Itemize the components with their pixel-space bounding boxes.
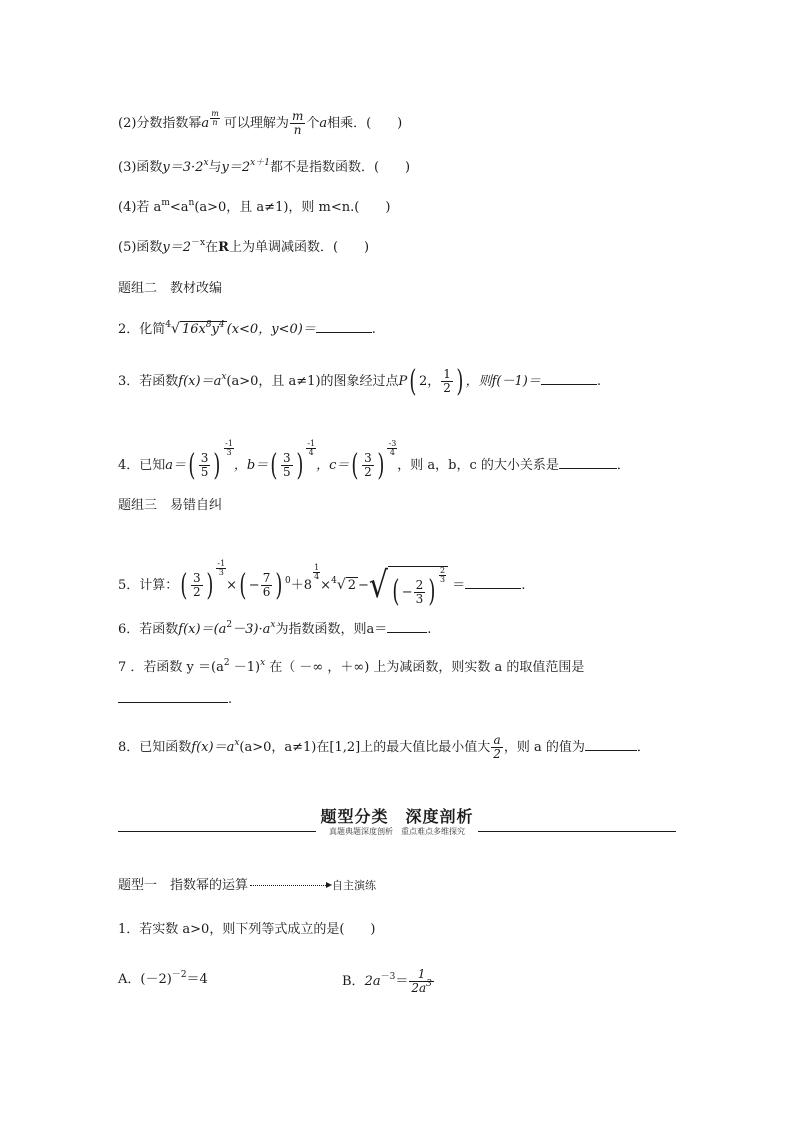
p7-part1: 7 ．若函数 y ＝(a [118, 660, 224, 675]
p6-sup2: 2 [226, 620, 233, 630]
q2-tail: 相乘．( ) [327, 116, 403, 131]
problem-5: 5．计算：( $\frac{3}{2}$ ) $\frac{-1}{3}$ ×( − $\frac{7}{6}$ ) $^0$＋8 $\frac{1}{4}$ ×$^4$√ 2 −√ ( − $\frac{2}{3}$ ) $\frac{2}{3}$ ＝ . [118, 559, 526, 609]
q2-base: a [201, 116, 210, 131]
q3-expr1: y＝3·2 [162, 160, 204, 175]
problem-7-answer [118, 688, 232, 710]
p5-eight-exp: $\frac{1}{4}$ [314, 563, 320, 581]
problem-7 [118, 658, 584, 678]
p6-answer-blank[interactable] [387, 618, 427, 633]
question-5 [118, 238, 369, 258]
q3-prefix: (3)函数 [118, 160, 163, 175]
q2-prefix: (2)分数指数幂 [118, 116, 202, 131]
q3-mid: 与 [208, 160, 222, 175]
p6-mid: －3)·a [232, 622, 271, 637]
group-3-heading: 题组三 易错自纠 [118, 498, 223, 513]
p8-tail: ，则 a 的值为 [503, 740, 585, 755]
p7-answer-blank[interactable] [118, 688, 228, 703]
p4-b-exp: $\frac{-1}{4}$ [307, 439, 316, 457]
problem-8 [118, 734, 650, 761]
radical-icon: √ [171, 321, 180, 337]
p3-mid: (a>0，且 a≠1)的图象经过点 [226, 374, 399, 389]
section-subtitle: 真题典题深度剖析 重点难点多维探究 [0, 826, 794, 837]
p3-exp: x [221, 372, 227, 382]
p8-answer-blank[interactable] [585, 736, 637, 751]
p2-radicand: $16x^8y^4$ [181, 320, 225, 337]
q2-fraction: $\frac{m}{n}$ [291, 109, 304, 137]
problem-4: 4．已知a＝( $\frac{3}{5}$ ) $\frac{-1}{3}$ ，b＝( $\frac{3}{5}$ ) $\frac{-1}{4}$ ，c＝( $\frac{3}{2}$ ) $\frac{-3}{4}$ ，则 a，b，c 的大小关系是 ． [118, 439, 630, 483]
p4-c-exp: $\frac{-3}{4}$ [388, 439, 397, 457]
q2-exponent: $\frac{m}{n}$ [211, 109, 219, 127]
q5-prefix: (5)函数 [118, 240, 163, 255]
radical-icon: √ [336, 577, 346, 593]
q4-part2: <a [169, 200, 189, 215]
p4-tail: ，则 a，b，c 的大小关系是 [397, 458, 559, 473]
p3-x-coord: 2， [418, 374, 441, 389]
p6-tail: 为指数函数，则a＝ [275, 622, 388, 637]
option-b[interactable] [342, 968, 435, 995]
q5-exp: －x [191, 238, 206, 248]
option-b-eq: ＝ [395, 974, 409, 989]
problem-3: 3．若函数$f(x)=a^x(a>0$，且 a≠1)的图象经过点P( 2， $\frac{1}{2}$ ) ，则f(－1)＝ . [118, 363, 601, 399]
p4-c-base: $\frac{3}{2}$ [364, 451, 372, 479]
question-1: 1．若实数 a>0，则下列等式成立的是( ) [118, 922, 376, 937]
q5-expr: y＝2 [162, 240, 192, 255]
type1-label: 题型一 指数幂的运算 [118, 878, 249, 893]
p3-function: f(x)＝a [178, 374, 222, 389]
p7-sup2: 2 [223, 658, 230, 668]
q3-exp2: x＋1 [250, 158, 270, 168]
p5-root-index: 4 [331, 576, 337, 586]
q5-tail: 上为单调减函数．( ) [228, 240, 370, 255]
p8-function: f(x)＝a [191, 740, 235, 755]
q3-expr2: y＝2 [221, 160, 251, 175]
p5-eight: 8 [303, 578, 313, 593]
p4-end: ． [616, 458, 630, 473]
option-b-exp: －3 [380, 972, 396, 982]
p6-prefix: 6．若函数 [118, 622, 179, 637]
p4-prefix: 4．已知 [118, 458, 166, 473]
p2-root-index: 4 [165, 320, 172, 330]
p3-end: . [596, 374, 601, 389]
p5-radicand: 2 [347, 578, 357, 593]
p2-end: . [371, 322, 376, 337]
problem-2 [118, 318, 376, 340]
question-2 [118, 110, 402, 137]
q2-mid: 可以理解为 [223, 116, 289, 131]
p8-prefix: 8．已知函数 [118, 740, 192, 755]
p7-part3: 在（ －∞ ，＋∞) 上为减函数，则实数 a 的取值范围是 [265, 660, 585, 675]
p2-answer-blank[interactable] [316, 318, 372, 333]
p3-y-coord: $\frac{1}{2}$ [443, 367, 451, 395]
p3-answer-blank[interactable] [541, 370, 597, 385]
p8-fraction: $\frac{a}{2}$ [493, 733, 501, 761]
option-a-label: A． [118, 972, 141, 987]
q5-mid: 在 [205, 240, 219, 255]
question-4 [118, 198, 390, 218]
p7-part2: －1) [229, 660, 261, 675]
option-a-tail: ＝4 [186, 972, 208, 987]
p6-end: . [427, 622, 432, 637]
p3-prefix: 3．若函数 [118, 374, 179, 389]
p7-supx: x [260, 658, 266, 668]
p2-tail: (x<0，y<0)＝ [226, 322, 316, 337]
p5-term1-exp: $\frac{-1}{3}$ [217, 559, 226, 577]
p2-prefix: 2．化简 [118, 322, 166, 337]
q2-suffix: 个 [306, 116, 320, 131]
p8-end: ． [636, 740, 650, 755]
option-a-exp: －2 [171, 970, 187, 980]
p8-mid: (a>0，a≠1)在[1,2]上的最大值比最小值大 [239, 740, 491, 755]
p5-end: . [521, 578, 526, 593]
p3-point-label: P [398, 374, 408, 389]
arrow-right-icon [250, 885, 330, 886]
p4-answer-blank[interactable] [559, 454, 617, 469]
option-a-base: (－2) [140, 972, 172, 987]
problem-6 [118, 618, 431, 640]
option-b-label: B． [342, 974, 365, 989]
p8-supx: x [234, 738, 240, 748]
p5-term2-base: $\frac{7}{6}$ [262, 571, 271, 599]
q4-part1: (4)若 a [118, 200, 162, 215]
p4-a-base: $\frac{3}{5}$ [200, 451, 209, 479]
type1-heading [118, 876, 376, 896]
q4-sup-n: n [188, 198, 195, 208]
p3-tail: ，则f(－1)＝ [465, 374, 541, 389]
q2-a: a [319, 116, 328, 131]
p5-term1-base: $\frac{3}{2}$ [193, 571, 201, 599]
type1-tag: 自主演练 [332, 879, 377, 892]
question-3 [118, 158, 410, 178]
q3-exp1: x [203, 158, 209, 168]
option-a[interactable] [118, 970, 208, 990]
p4-b-base: $\frac{3}{5}$ [282, 451, 291, 479]
p5-prefix: 5．计算： [118, 578, 179, 593]
section-title: 题型分类 深度剖析 [320, 807, 474, 826]
p6-function: f(x)＝(a [178, 622, 227, 637]
p6-supx: x [270, 620, 276, 630]
p4-c: ，c＝ [316, 458, 350, 473]
q4-sup-m: m [161, 198, 170, 208]
p5-answer-blank[interactable] [465, 574, 521, 589]
group-2-heading: 题组二 教材改编 [118, 281, 223, 296]
p4-a-exp: $\frac{-1}{3}$ [225, 439, 233, 457]
q5-real-set: R [218, 240, 229, 255]
q3-tail: 都不是指数函数．( ) [269, 160, 411, 175]
q4-part3: (a>0，且 a≠1)，则 m<n.( ) [194, 200, 391, 215]
option-b-fraction: $\frac{1}{2a^3}$ [411, 967, 432, 995]
option-b-base: 2a [364, 974, 381, 989]
p7-end: . [228, 692, 233, 707]
p5-big-radicand: ( − $\frac{2}{3}$ ) $\frac{2}{3}$ [388, 566, 448, 606]
p4-b: ，b＝ [233, 458, 269, 473]
p4-a: a＝ [165, 458, 187, 473]
